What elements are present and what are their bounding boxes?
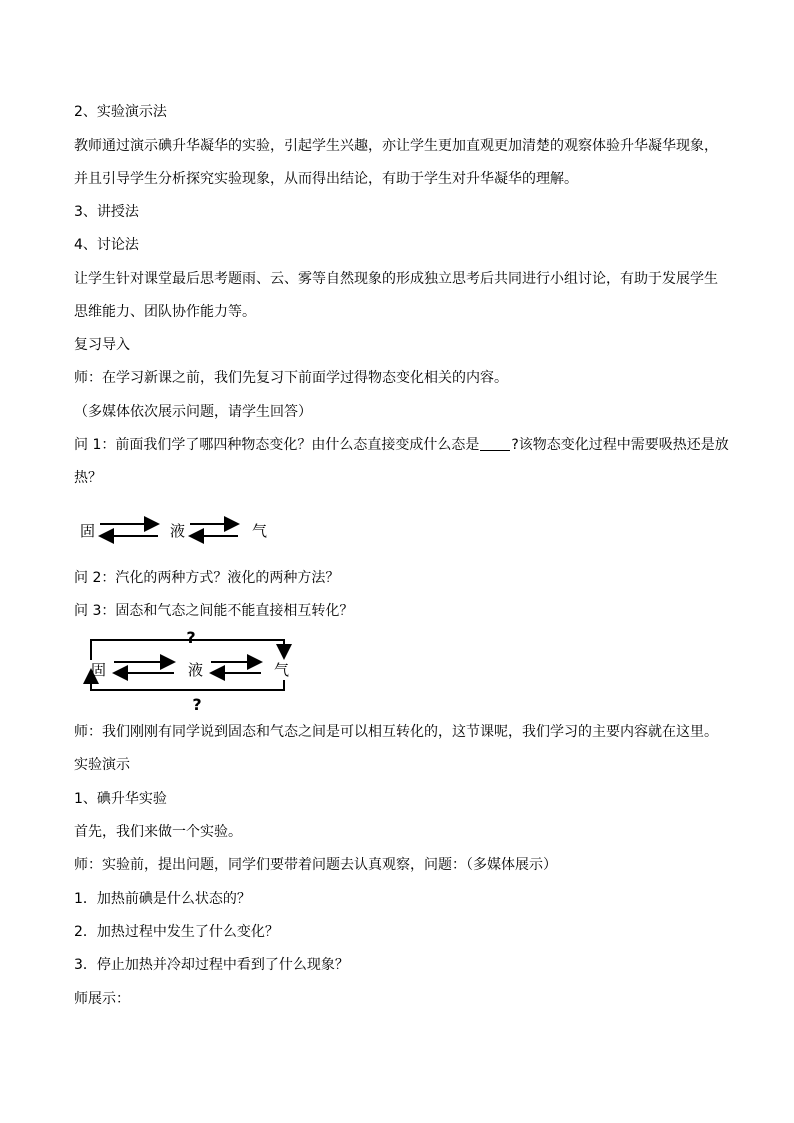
paragraph-line: 师：我们刚刚有同学说到固态和气态之间是可以相互转化的，这节课呢，我们学习的主要内容就在这里。	[74, 724, 718, 740]
section-heading-discussion-method: 4、讨论法	[74, 237, 139, 253]
label-liquid: 液	[170, 522, 186, 540]
paragraph-line: 并且引导学生分析探究实验现象，从而得出结论，有助于学生对升华凝华的理解。	[74, 171, 578, 187]
section-heading-iodine-sublimation: 1、碘升华实验	[74, 791, 167, 807]
question-1-part1: 问 1：前面我们学了哪四种物态变化？由什么态直接变成什么态是	[74, 437, 480, 453]
paragraph-line: 师：实验前，提出问题，同学们要带着问题去认真观察，问题：（多媒体展示）	[74, 857, 557, 873]
state-change-diagram-2	[82, 624, 302, 714]
paragraph-line: 首先，我们来做一个实验。	[74, 824, 242, 840]
label-gas: 气	[252, 522, 268, 540]
question-1-continued: 热？	[74, 470, 102, 486]
section-heading-lecture-method: 3、讲授法	[74, 204, 139, 220]
paragraph-line: 师：在学习新课之前，我们先复习下前面学过得物态变化相关的内容。	[74, 370, 508, 386]
label-solid: 固	[80, 522, 96, 540]
section-heading-demo-method: 2、实验演示法	[74, 104, 167, 120]
label-gas: 气	[274, 661, 290, 679]
question-2: 问 2：汽化的两种方式？液化的两种方法？	[74, 570, 340, 586]
paragraph-line: 师展示：	[74, 991, 130, 1007]
question-1-part2: ?该物态变化过程中需要吸热还是放	[511, 437, 729, 453]
paragraph-line: 让学生针对课堂最后思考题雨、云、雾等自然现象的形成独立思考后共同进行小组讨论，有助于发展学生	[74, 271, 718, 287]
paragraph-line: 思维能力、团队协作能力等。	[74, 304, 256, 320]
question-3: 问 3：固态和气态之间能不能直接相互转化？	[74, 603, 354, 619]
paragraph-line: 教师通过演示碘升华凝华的实验，引起学生兴趣，亦让学生更加直观更加清楚的观察体验升华凝华现象，	[74, 138, 718, 154]
bottom-question-mark: ?	[192, 695, 202, 714]
label-solid: 固	[91, 661, 107, 679]
top-question-mark: ?	[186, 628, 196, 647]
fill-in-blank	[480, 436, 510, 451]
section-heading-review: 复习导入	[74, 337, 130, 353]
question-1	[74, 429, 729, 462]
state-change-diagram-1	[72, 510, 292, 550]
section-heading-experiment-demo: 实验演示	[74, 757, 130, 773]
list-item: 2．加热过程中发生了什么变化？	[74, 924, 279, 940]
list-item: 3．停止加热并冷却过程中看到了什么现象？	[74, 957, 349, 973]
label-liquid: 液	[188, 661, 204, 679]
paragraph-line: （多媒体依次展示问题，请学生回答）	[74, 404, 312, 420]
list-item: 1．加热前碘是什么状态的？	[74, 891, 251, 907]
